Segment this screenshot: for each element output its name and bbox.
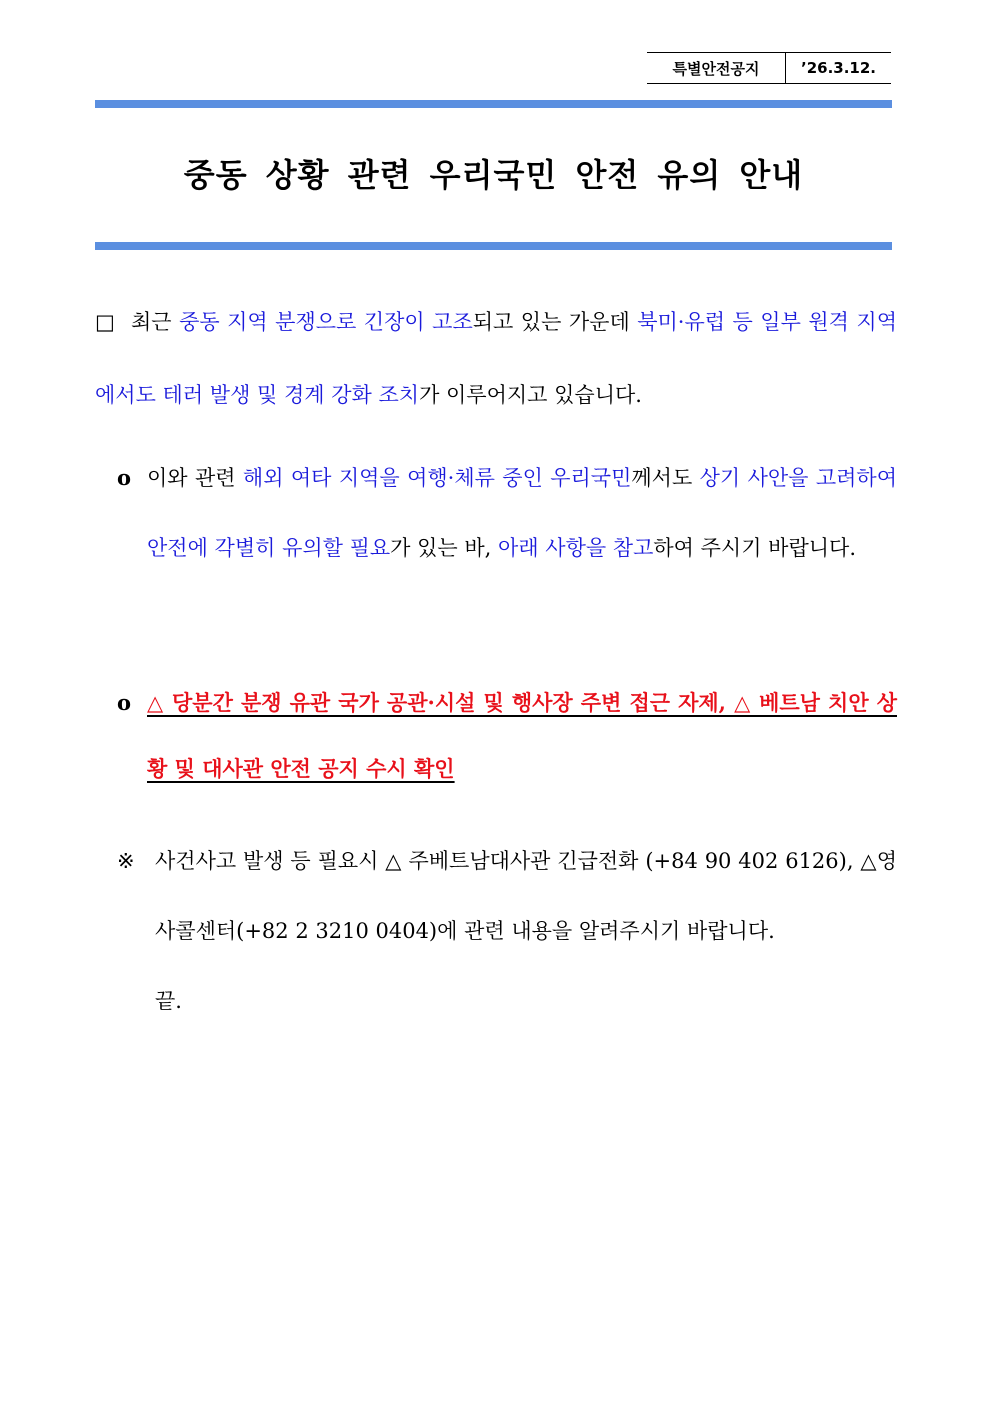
intro-text-part: 되고 있는 가운데 [472,310,638,334]
bullet-item-caution [117,443,897,583]
bullet-text-part: 아래 사항을 참고 [498,536,654,560]
note-text: 사건사고 발생 등 필요시 △ 주베트남대사관 긴급전화 (+84 90 402 6126), △영사콜센터(+82 2 3210 0404)에 관련 내용을 알려주시기 바랍니다. [155,849,897,943]
note-text-wrap [155,826,897,1036]
intro-text-part: 중동 지역 분쟁으로 긴장이 고조 [179,310,473,334]
bullet-marker: o [117,690,132,715]
bullet-marker: o [117,465,132,490]
bullet-item-actions [117,670,897,802]
bullet-text-part: 해외 여타 지역을 여행·체류 중인 우리국민 [242,466,632,490]
bullet-text-part: 하여 주시기 바랍니다. [653,536,856,560]
title-rule-bottom [95,242,892,250]
note-marker: ※ [117,849,135,873]
intro-text-part: 가 이루어지고 있습니다. [419,383,642,407]
notice-header-box [647,52,891,84]
bullet-text-part: 상기 사안을 고려하여 안전에 각별히 유의할 필요 [147,466,897,560]
intro-text-part: 북미·유럽 등 일부 원격 지역에서도 테러 발생 및 경계 강화 조치 [95,310,897,407]
end-mark: 끝. [155,989,182,1013]
notice-date: ’26.3.12. [801,59,876,77]
notice-type-label: 특별안전공지 [647,53,786,83]
section-marker: □ [95,310,115,334]
bullet-text-part: 가 있는 바, [390,536,499,560]
bullet-action-text: △ 당분간 분쟁 유관 국가 공관·시설 및 행사장 주변 접근 자제, △ 베트남 치안 상황 및 대사관 안전 공지 수시 확인 [147,690,897,781]
note-item-contact [117,826,897,1036]
page-title: 중동 상황 관련 우리국민 안전 유의 안내 [183,156,804,194]
intro-text-part: 최근 [131,310,180,334]
title-rule-top [95,100,892,108]
bullet-text-part: 이와 관련 [147,466,243,490]
bullet-text [147,443,897,583]
section-intro [95,286,897,432]
bullet-text-part: 께서도 [631,466,700,490]
